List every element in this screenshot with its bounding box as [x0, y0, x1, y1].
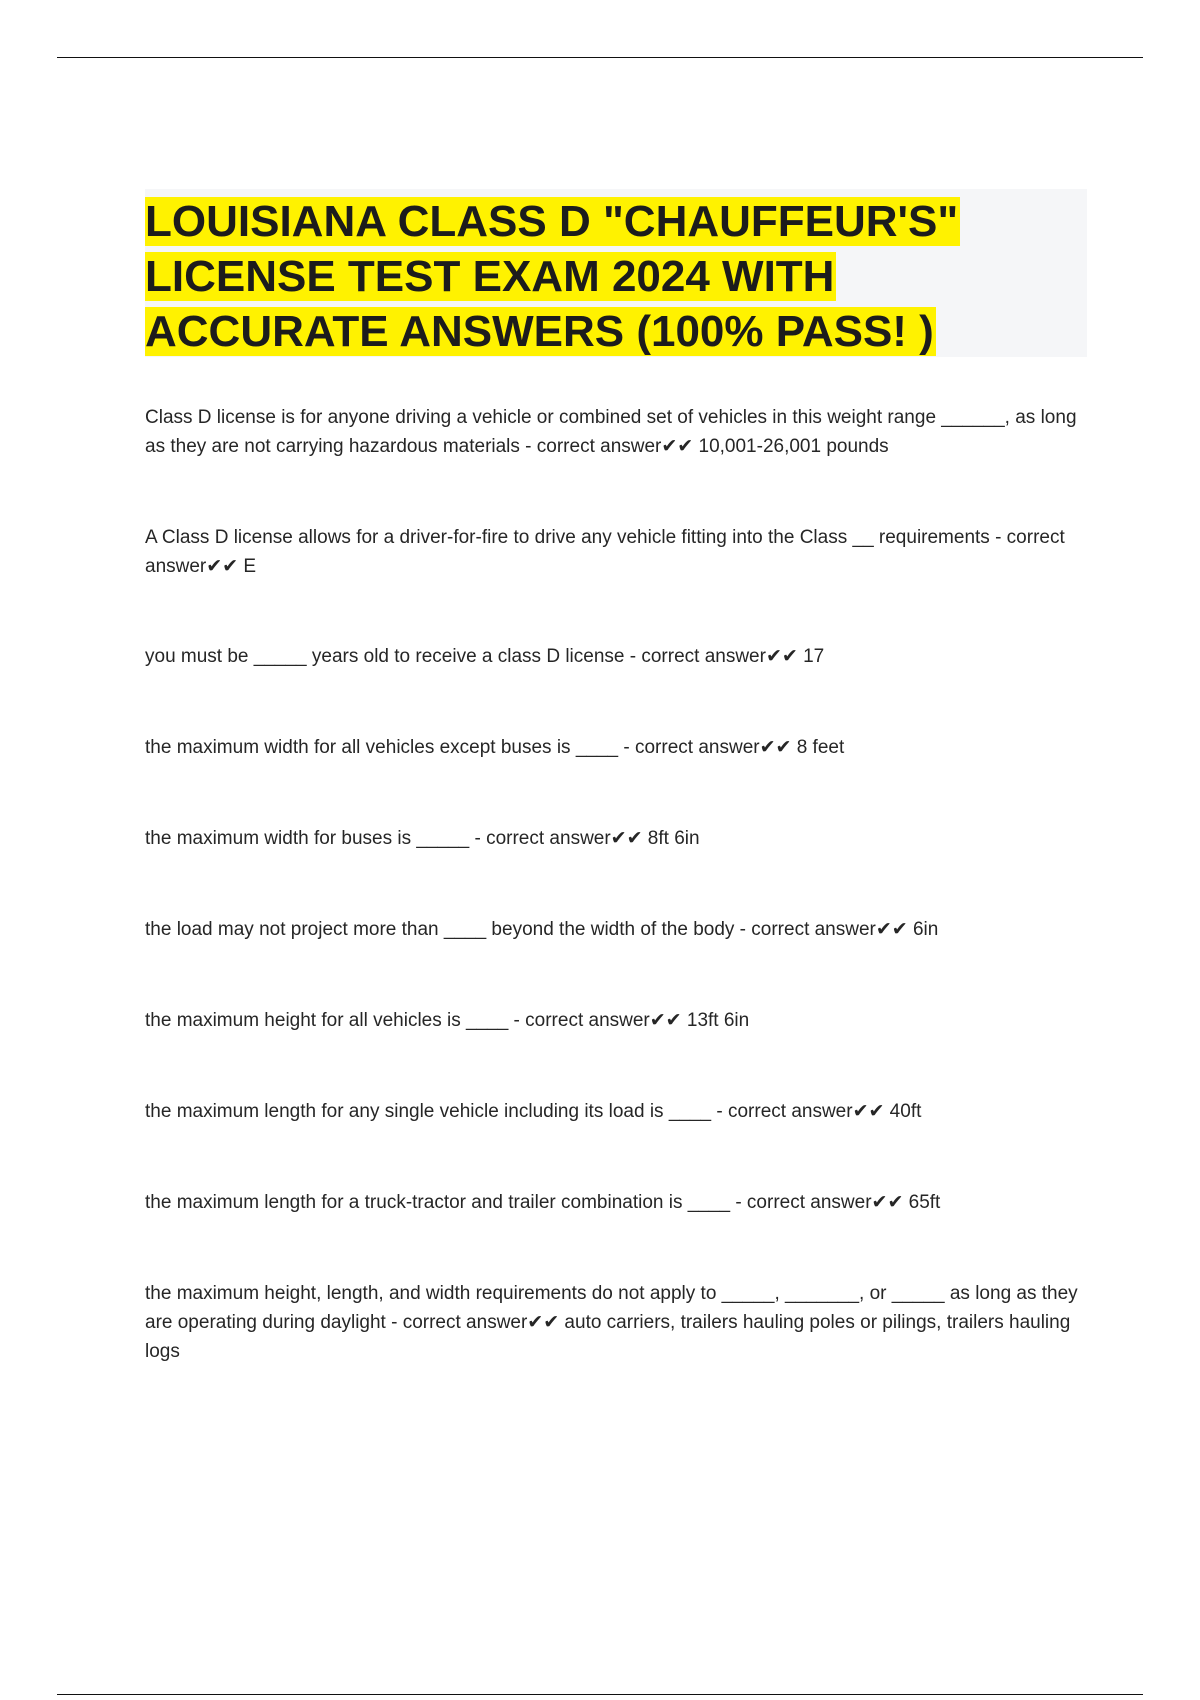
qa-item-5: the maximum width for buses is _____ - correct answer✔✔ 8ft 6in [145, 828, 700, 849]
qa-item-10: the maximum height, length, and width requirements do not apply to _____, _______, or _____ as long as they are operating during daylight - correct answer✔✔ auto carriers, trailers hauling poles or pilings, trailers hauling logs [145, 1283, 1078, 1362]
document-title [145, 194, 1087, 359]
document-title-text: LOUISIANA CLASS D "CHAUFFEUR'S" LICENSE TEST EXAM 2024 WITH ACCURATE ANSWERS (100% PASS! ) [145, 197, 959, 356]
header-rule [57, 57, 1143, 58]
qa-item-9: the maximum length for a truck-tractor and trailer combination is ____ - correct answer✔✔ 65ft [145, 1192, 941, 1213]
qa-item-1: Class D license is for anyone driving a vehicle or combined set of vehicles in this weight range ______, as long as they are not carrying hazardous materials - correct answer✔✔ 10,001-26,001 pounds [145, 407, 1077, 457]
qa-item-4: the maximum width for all vehicles except buses is ____ - correct answer✔✔ 8 feet [145, 737, 845, 758]
qa-item-8: the maximum length for any single vehicle including its load is ____ - correct answer✔✔ 40ft [145, 1101, 922, 1122]
qa-item-6: the load may not project more than ____ beyond the width of the body - correct answer✔✔ 6in [145, 919, 939, 940]
footer-rule [57, 1694, 1143, 1695]
qa-item-7: the maximum height for all vehicles is ____ - correct answer✔✔ 13ft 6in [145, 1010, 750, 1031]
qa-item-3: you must be _____ years old to receive a class D license - correct answer✔✔ 17 [145, 646, 825, 667]
qa-item-2: A Class D license allows for a driver-for-fire to drive any vehicle fitting into the Class __ requirements - correct answer✔✔ E [145, 527, 1065, 577]
